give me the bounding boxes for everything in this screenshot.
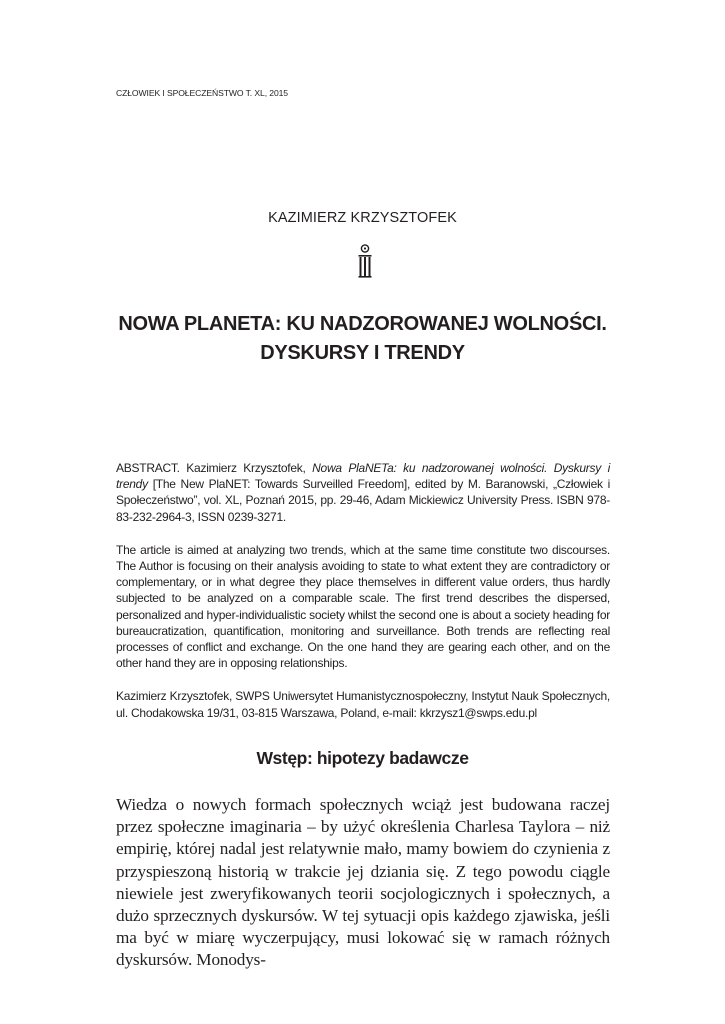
title-line-2: DYSKURSY I TRENDY	[260, 342, 465, 364]
abstract-label: ABSTRACT. Kazimierz Krzysztofek,	[116, 461, 313, 475]
title-line-1: NOWA PLANETA: KU NADZOROWANEJ WOLNOŚCI.	[118, 313, 607, 335]
author-name: KAZIMIERZ KRZYSZTOFEK	[268, 210, 457, 226]
abstract-citation-rest: [The New PlaNET: Towards Surveilled Freedom], edited by M. Baranowski, „Człowiek i Społeczeństwo”, vol. XL, Poznań 2015, pp. 29-46, Adam Mickiewicz University Press. ISBN 978-83-232-2964-3, ISSN 0239-3271.	[116, 477, 610, 524]
abstract	[116, 460, 610, 721]
section-heading: Wstęp: hipotezy badawcze	[256, 748, 469, 768]
body-text	[116, 794, 610, 972]
article-title	[0, 310, 725, 368]
publisher-emblem-icon	[357, 244, 373, 278]
body-paragraph: Wiedza o nowych formach społecznych wciąż jest budowana raczej przez społeczne imaginaria – by użyć określenia Charlesa Taylora – niż empirię, której nadal jest relatywnie mało, mamy bowiem do czynienia z przyspieszoną historią w trakcie jej dziania się. Z tego powodu ciągle niewiele jest zweryfikowanych teorii socjologicznych i społecznych, a dużo sprzecznych dyskursów. W tej sytuacji opis każdego zjawiska, jeśli ma być w miarę wyczerpujący, musi lokować się w ramach różnych dyskursów. Monodys-	[116, 795, 610, 970]
abstract-citation	[116, 460, 610, 525]
abstract-summary: The article is aimed at analyzing two trends, which at the same time constitute two discourses. The Author is focusing on their analysis avoiding to state to what extent they are contradictory or complementary, or in what degree they place themselves in different value orders, thus hardly subjected to be analyzed on a comparable scale. The first trend describes the dispersed, personalized and hyper-individualistic society whilst the second one is about a society heading for bureaucratization, quantification, monitoring and surveillance. Both trends are reflecting real processes of conflict and exchange. On the one hand they are gearing each other, and on the other hand they are in opposing relationships.	[116, 542, 610, 671]
running-header: CZŁOWIEK I SPOŁECZEŃSTWO T. XL, 2015	[116, 88, 288, 98]
abstract-title-italic: Nowa PlaNETa: ku nadzorowanej wolności. Dyskursy i trendy	[116, 461, 610, 492]
author-affiliation: Kazimierz Krzysztofek, SWPS Uniwersytet Humanistycznospołeczny, Instytut Nauk Społecznych, ul. Chodakowska 19/31, 03-815 Warszawa, Poland, e-mail: kkrzysz1@swps.edu.pl	[116, 689, 610, 720]
